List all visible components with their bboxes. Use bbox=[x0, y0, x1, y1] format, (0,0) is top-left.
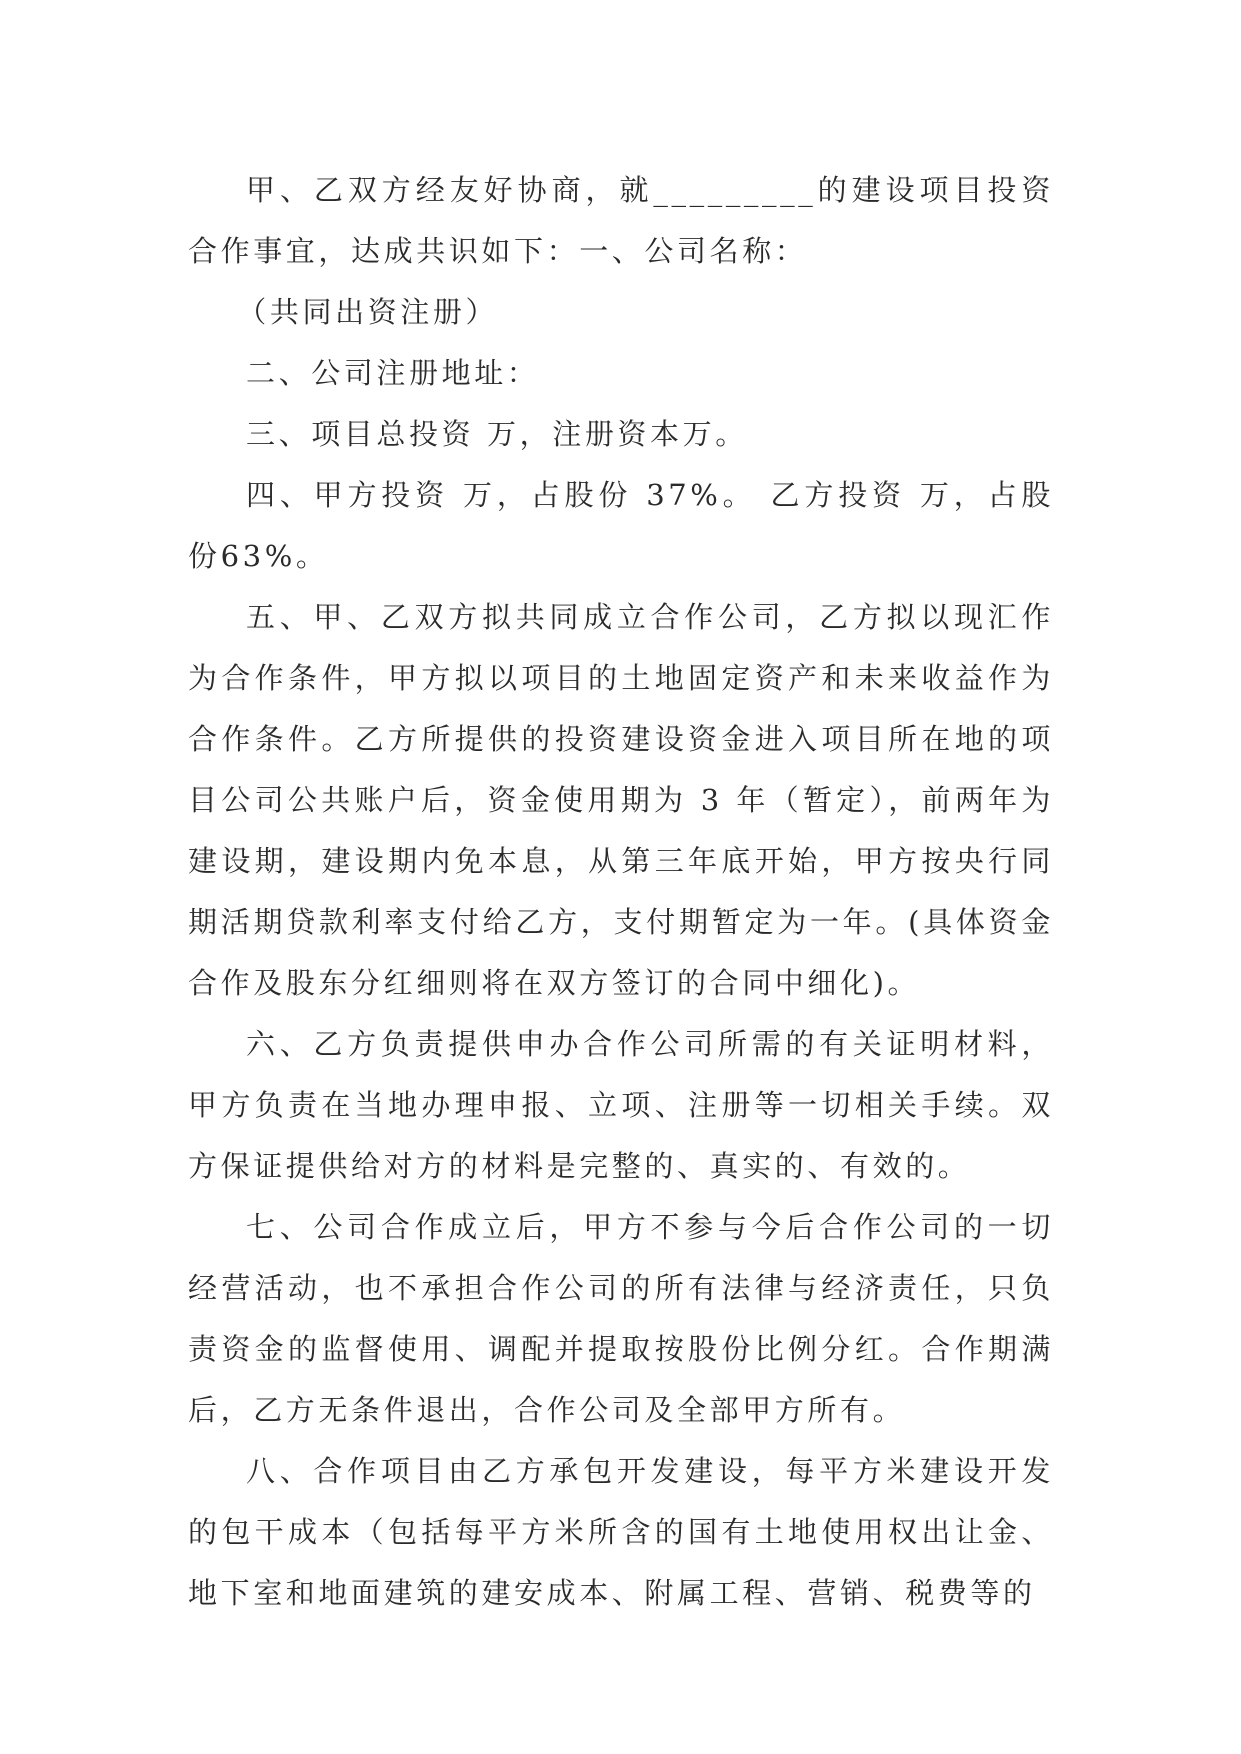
paragraph-clause-8: 八、合作项目由乙方承包开发建设，每平方米建设开发的包干成本（包括每平方米所含的国有土地使用权出让金、地下室和地面建筑的建安成本、附属工程、营销、税费等的 bbox=[188, 1454, 1054, 1610]
paragraph-clause-5: 五、甲、乙双方拟共同成立合作公司，乙方拟以现汇作为合作条件，甲方拟以项目的土地固定资产和未来收益作为合作条件。乙方所提供的投资建设资金进入项目所在地的项目公司公共账户后，资金使用期为 3 年（暂定），前两年为建设期，建设期内免本息，从第三年底开始，甲方按央行同期活期贷款利率支付给乙方，支付期暂定为一年。(具体资金合作及股东分红细则将在双方签订的合同中细化)。 bbox=[188, 600, 1054, 1000]
document-body bbox=[188, 160, 1054, 1624]
paragraph-clause-7: 七、公司合作成立后，甲方不参与今后合作公司的一切经营活动，也不承担合作公司的所有法律与经济责任，只负责资金的监督使用、调配并提取按股份比例分红。合作期满后，乙方无条件退出，合作公司及全部甲方所有。 bbox=[188, 1210, 1054, 1427]
paragraph-intro: 甲、乙双方经友好协商，就_________的建设项目投资合作事宜，达成共识如下：一、公司名称： bbox=[188, 173, 1054, 268]
paragraph-address: 二、公司注册地址： bbox=[246, 356, 540, 390]
paragraph-clause-6: 六、乙方负责提供申办合作公司所需的有关证明材料，甲方负责在当地办理申报、立项、注册等一切相关手续。双方保证提供给对方的材料是完整的、真实的、有效的。 bbox=[188, 1027, 1054, 1183]
paragraph-registration-note: （共同出资注册） bbox=[237, 295, 499, 329]
paragraph-investment: 三、项目总投资 万，注册资本万。 bbox=[246, 417, 748, 451]
paragraph-shares: 四、甲方投资 万，占股份 37%。 乙方投资 万，占股份63%。 bbox=[188, 478, 1054, 573]
